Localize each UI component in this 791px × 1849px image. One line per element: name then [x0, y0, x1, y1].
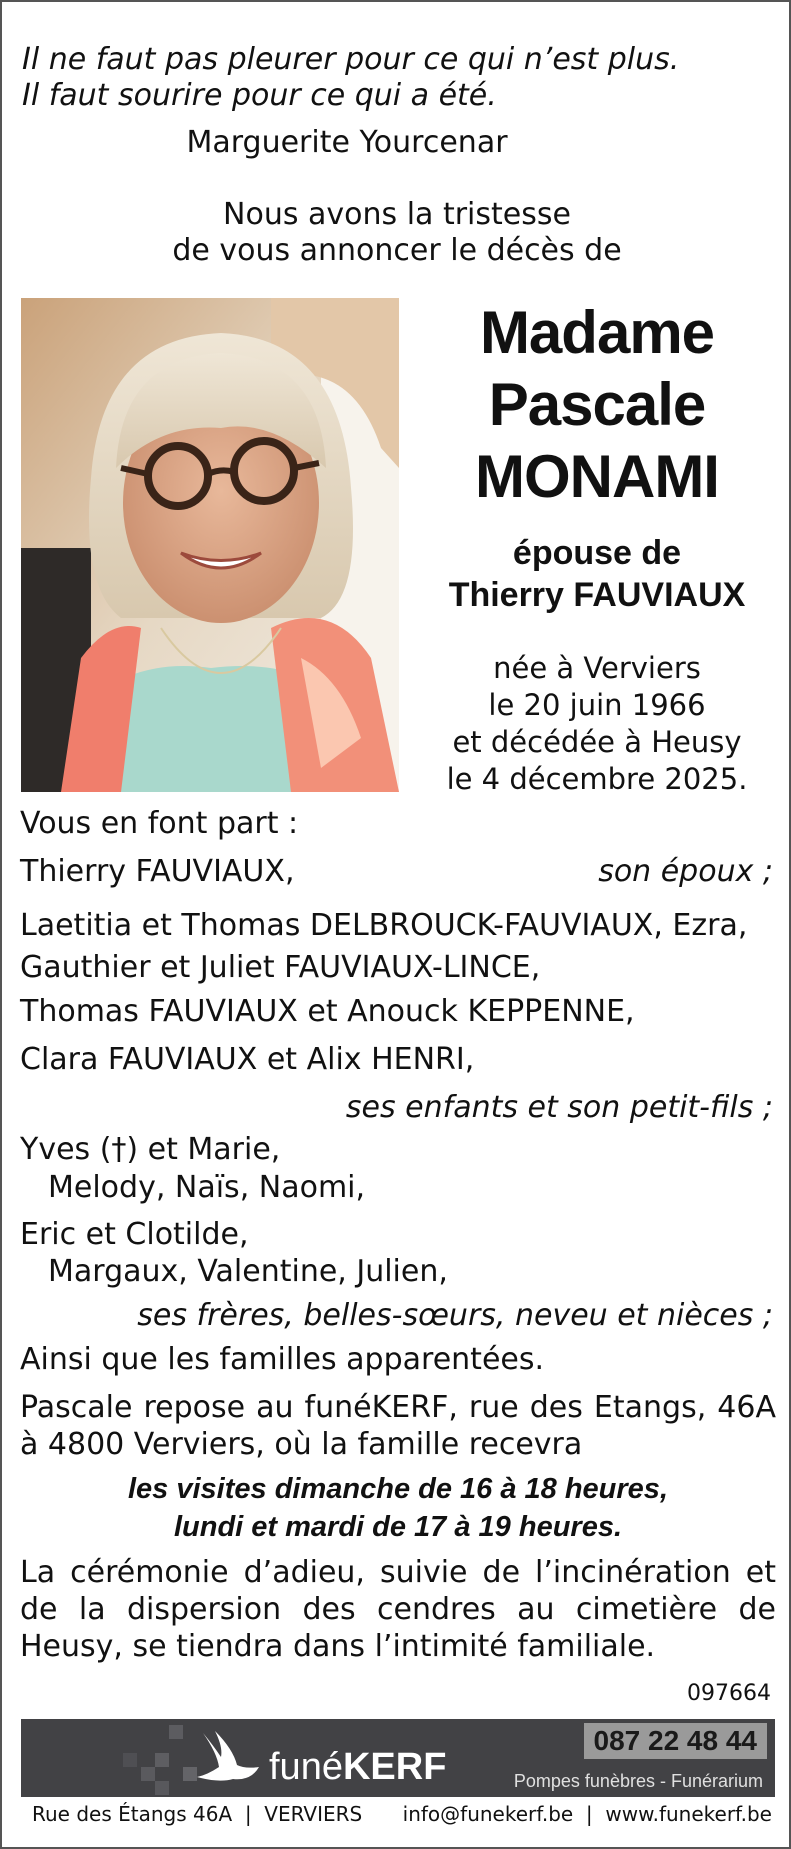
sibling-1: Yves (†) et Marie,	[20, 1132, 281, 1167]
logo-prefix: funé	[269, 1746, 343, 1788]
funeral-home-phone: 087 22 48 44	[584, 1723, 768, 1759]
deceased-title: Madame	[479, 299, 715, 366]
spouse-block	[432, 532, 762, 616]
spouse-name: Thierry FAUVIAUX	[448, 576, 746, 614]
spouse-line: Thierry FAUVIAUX,	[20, 854, 295, 889]
children-line-2: Gauthier et Juliet FAUVIAUX-LINCE,	[20, 950, 541, 985]
deceased-last-name: MONAMI	[475, 443, 719, 510]
announcement-line-1: Nous avons la tristesse	[223, 197, 571, 232]
reference-number: 097664	[687, 1681, 771, 1706]
siblings-role: ses frères, belles-sœurs, neveu et nièces ;	[137, 1298, 773, 1333]
visits-line-2: lundi et mardi de 17 à 19 heures.	[173, 1511, 623, 1543]
announcement	[22, 197, 772, 269]
portrait-photo	[21, 298, 399, 792]
children-role: ses enfants et son petit-fils ;	[345, 1090, 773, 1125]
children-line-4: Clara FAUVIAUX et Alix HENRI,	[20, 1042, 475, 1077]
deceased-name	[432, 297, 762, 513]
children-line-3: Thomas FAUVIAUX et Anouck KEPPENNE,	[20, 994, 635, 1029]
visits-line-1: les visites dimanche de 16 à 18 heures,	[127, 1473, 668, 1505]
repose-text: Pascale repose au funéKERF, rue des Etangs, 46A à 4800 Verviers, où la famille recevra	[20, 1390, 776, 1462]
quote	[22, 42, 762, 114]
children-line-1: Laetitia et Thomas DELBROUCK-FAUVIAUX, Ezra,	[20, 908, 748, 943]
announcement-line-2: de vous annoncer le décès de	[172, 233, 622, 268]
death-date: le 4 décembre 2025.	[446, 762, 748, 796]
birth-date: le 20 juin 1966	[488, 688, 706, 722]
sibling-1-children: Melody, Naïs, Naomi,	[48, 1170, 366, 1205]
visits	[20, 1470, 776, 1546]
logo-suffix: KERF	[342, 1746, 447, 1788]
funeral-home-banner	[21, 1719, 775, 1797]
funeral-home-tagline: Pompes funèbres - Funérarium	[513, 1771, 763, 1791]
death-place: et décédée à Heusy	[452, 725, 742, 759]
quote-line-1: Il ne faut pas pleurer pour ce qui n’est plus.	[22, 42, 680, 77]
funeral-home-contact: info@funekerf.be | www.funekerf.be	[402, 1802, 772, 1826]
sibling-2: Eric et Clotilde,	[20, 1217, 249, 1252]
spouse-label: épouse de	[512, 534, 682, 572]
dove-icon	[193, 1723, 263, 1793]
ceremony-text: La cérémonie d’adieu, suivie de l’incinération et de la dispersion des cendres au cimetière de Heusy, se tiendra dans l’intimité familiale.	[20, 1555, 776, 1664]
spouse-role: son époux ;	[598, 854, 773, 889]
quote-line-2: Il faut sourire pour ce qui a été.	[22, 78, 497, 113]
quote-author: Marguerite Yourcenar	[186, 125, 508, 160]
birth-place: née à Verviers	[493, 651, 701, 685]
family-intro: Vous en font part :	[20, 806, 299, 841]
sibling-2-children: Margaux, Valentine, Julien,	[48, 1254, 448, 1289]
other-families: Ainsi que les familles apparentées.	[20, 1342, 545, 1377]
funeral-home-address: Rue des Étangs 46A | VERVIERS	[32, 1802, 363, 1826]
dates-block	[432, 650, 762, 798]
funeral-home-logo	[269, 1745, 446, 1789]
deceased-first-name: Pascale	[488, 371, 706, 438]
